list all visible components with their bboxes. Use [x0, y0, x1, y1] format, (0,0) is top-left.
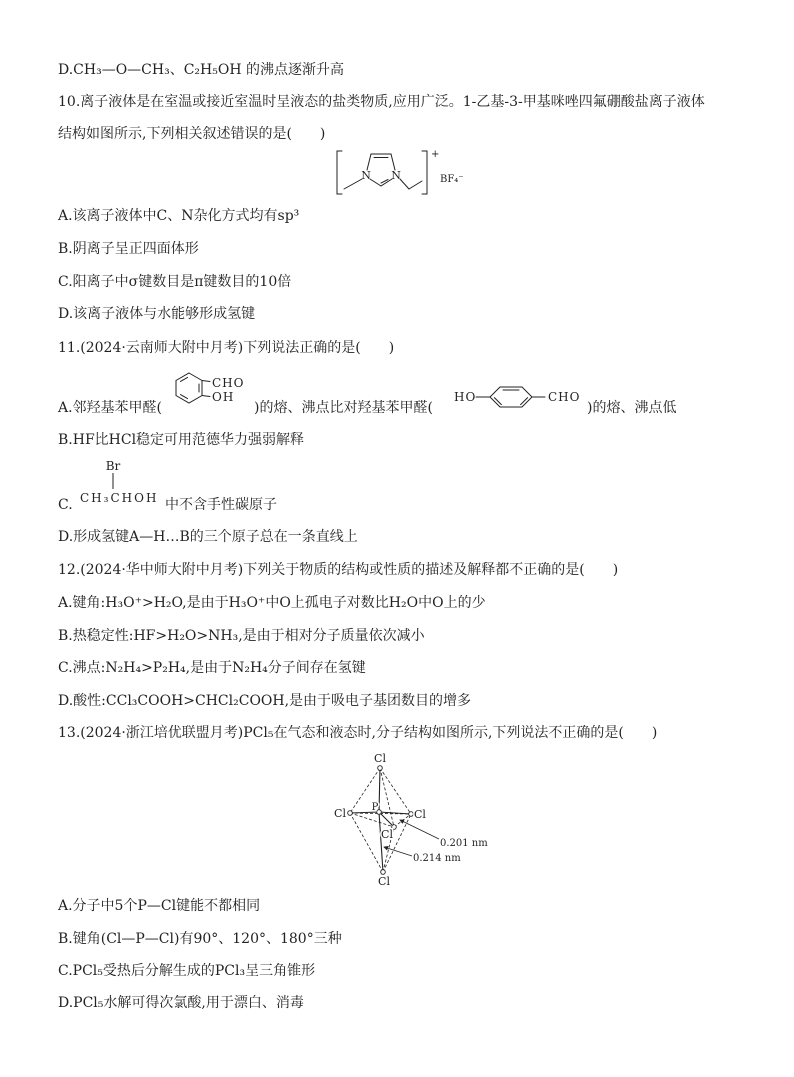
q13-option-b: B.键角(Cl—P—Cl)有90°、120°、180°三种	[58, 931, 342, 947]
axial-bond-length: 0.214 nm	[413, 853, 461, 864]
q11-stem: 11.(2024·云南师大附中月考)下列说法正确的是( )	[58, 340, 395, 356]
para-hydroxybenzaldehyde-structure	[452, 384, 588, 410]
q10-option-d: D.该离子液体与水能够形成氢键	[58, 306, 256, 322]
equatorial-bond-length: 0.201 nm	[440, 838, 488, 849]
bipyramid-edges	[350, 768, 411, 872]
cl-atom-label-right: Cl	[414, 808, 426, 821]
cation-charge: +	[431, 149, 440, 160]
q11-option-a-part3: )的熔、沸点低	[587, 400, 677, 416]
q11-option-b: B.HF比HCl稳定可用范德华力强弱解释	[58, 432, 305, 448]
condensed-formula: CH₃CHOH	[80, 491, 159, 505]
q11-option-c-label: C.	[58, 497, 73, 513]
q13-option-d: D.PCl₅水解可得次氯酸,用于漂白、消毒	[58, 995, 304, 1011]
ethyl-bond-2	[409, 181, 422, 189]
p-atom-label: P	[371, 802, 379, 813]
q11-option-c-text: 中不含手性碳原子	[165, 497, 277, 513]
left-bracket	[337, 151, 342, 194]
q12-option-a: A.键角:H₃O⁺>H₂O,是由于H₃O⁺中O上孤电子对数比H₂O中O上的少	[58, 595, 486, 611]
anion-label: BF₄⁻	[440, 174, 464, 185]
q9-option-d: D.CH₃—O—CH₃、C₂H₅OH 的沸点逐渐升高	[58, 62, 345, 78]
imidazolium-structure-figure	[330, 145, 470, 200]
q10-option-c: C.阳离子中σ键数目是π键数目的10倍	[58, 274, 292, 290]
right-bracket	[422, 151, 427, 194]
q11-option-a-part2: )的熔、沸点比对羟基苯甲醛(	[254, 400, 433, 416]
br-atom-label: Br	[105, 459, 121, 473]
n-atom-label: N	[391, 169, 401, 182]
q11-option-a-part1: A.邻羟基苯甲醛(	[58, 400, 163, 416]
ethyl-bond-1	[400, 179, 409, 189]
methyl-bond	[344, 179, 362, 189]
benzene-ring	[176, 373, 202, 403]
q12-option-c: C.沸点:N₂H₄>P₂H₄,是由于N₂H₄分子间存在氢键	[58, 660, 366, 676]
p-cl-bonds	[350, 768, 411, 872]
q12-option-b: B.热稳定性:HF>H₂O>NH₃,是由于相对分子质量依次减小	[58, 628, 425, 644]
q10-stem-line-1: 10.离子液体是在室温或接近室温时呈液态的盐类物质,应用广泛。1-乙基-3-甲基咪唑四氟硼酸盐离子液体	[58, 94, 705, 110]
cho-group-label: CHO	[212, 376, 245, 390]
q10-option-a: A.该离子液体中C、N杂化方式均有sp³	[58, 208, 300, 224]
q10-stem-line-2: 结构如图所示,下列相关叙述错误的是( )	[58, 126, 326, 142]
q11-option-d: D.形成氢键A—H…B的三个原子总在一条直线上	[58, 529, 358, 545]
q13-stem: 13.(2024·浙江培优联盟月考)PCl₅在气态和液态时,分子结构如图所示,下列说法不正确的是( )	[58, 725, 658, 741]
cho-group-label: CHO	[548, 390, 581, 404]
bromo-alcohol-structure	[74, 456, 164, 508]
pcl5-trigonal-bipyramid-figure	[325, 748, 490, 888]
cl-atom-label-front: Cl	[381, 828, 393, 841]
cl-atom-label-left: Cl	[334, 807, 346, 820]
cl-atom-label-bottom: Cl	[378, 875, 390, 888]
q12-stem: 12.(2024·华中师大附中月考)下列关于物质的结构或性质的描述及解释都不正确的是( )	[58, 562, 619, 578]
ortho-hydroxybenzaldehyde-structure	[165, 366, 257, 410]
q13-option-a: A.分子中5个P—Cl键能不都相同	[58, 898, 261, 914]
oh-group-label: OH	[212, 390, 235, 404]
ho-group-label: HO	[454, 390, 477, 404]
cl-atom-label-top: Cl	[374, 752, 386, 765]
q10-option-b: B.阴离子呈正四面体形	[58, 241, 199, 257]
n-atom-label: N	[361, 169, 371, 182]
q13-option-c: C.PCl₅受热后分解生成的PCl₃呈三角锥形	[58, 963, 316, 979]
q12-option-d: D.酸性:CCl₃COOH>CHCl₂COOH,是由于吸电子基团数目的增多	[58, 693, 472, 709]
equatorial-length-arrow	[400, 820, 439, 839]
